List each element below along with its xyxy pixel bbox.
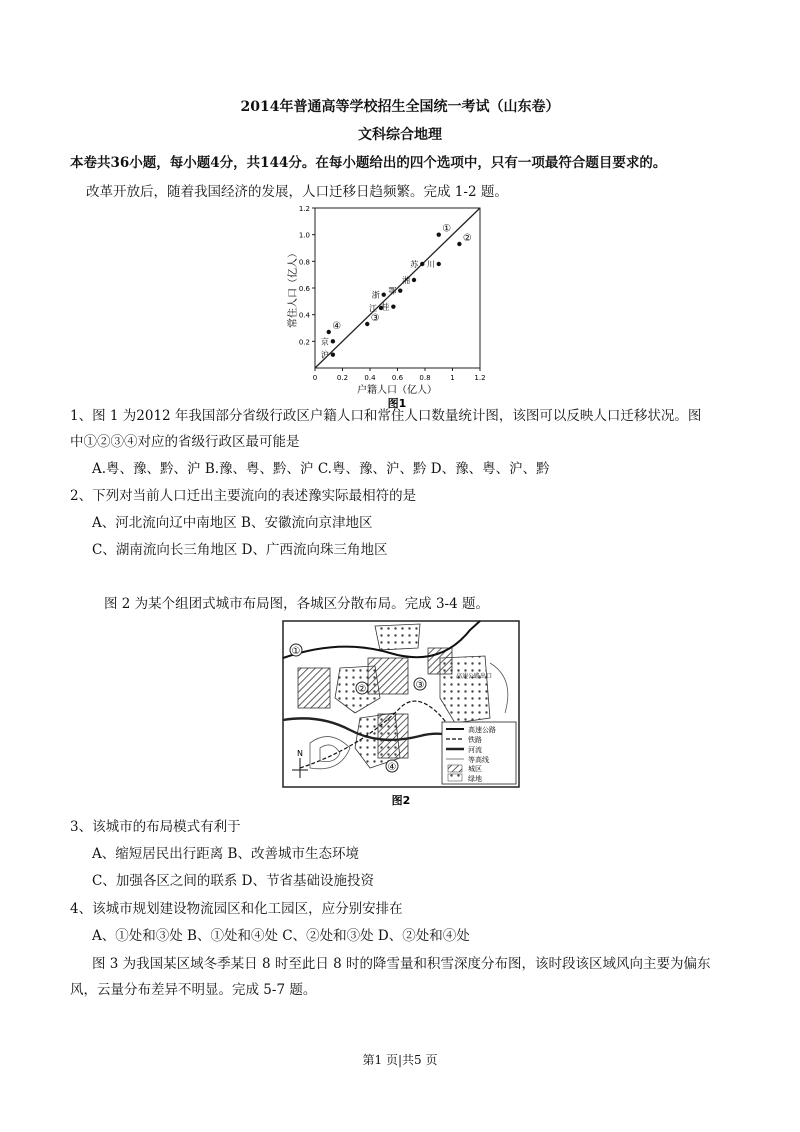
point-label: 苏	[410, 260, 419, 269]
point-label: 鄂	[388, 286, 397, 296]
question-2-options-cd: C、湖南流向长三角地区 D、广西流向珠三角地区	[92, 542, 388, 558]
urban-district	[378, 714, 408, 758]
instructions: 本卷共36小题，每小题4分，共144分。在每小题给出的四个选项中，只有一项最符合题目要求的。	[70, 155, 667, 171]
y-tick-label: 0.4	[298, 311, 310, 320]
data-point	[391, 304, 395, 308]
question-4-stem: 4、该城市规划建设物流园区和化工园区，应分别安排在	[70, 901, 403, 917]
reference-line-y-equals-x	[315, 208, 480, 368]
point-label: ①	[442, 223, 452, 235]
point-label: 浙	[371, 290, 380, 300]
legend-green-swatch	[448, 774, 462, 781]
intro-questions-5-7-line2: 风，云量分布差异不明显。完成 5-7 题。	[70, 982, 317, 998]
data-point	[420, 262, 424, 266]
data-point	[437, 262, 441, 266]
page-footer: 第1 页|共5 页	[362, 1053, 438, 1067]
urban-district	[298, 668, 330, 708]
legend-contour: 等高线	[468, 756, 489, 764]
intro-questions-1-2: 改革开放后，随着我国经济的发展，人口迁移日趋频繁。完成 1-2 题。	[86, 184, 508, 200]
legend-urban: 城区	[468, 765, 482, 773]
data-point	[365, 322, 369, 326]
x-tick-label: 0.2	[336, 374, 349, 382]
x-axis-label: 户籍人口（亿人）	[357, 385, 437, 396]
y-axis-label: 常住人口（亿人）	[288, 248, 299, 328]
question-3-stem: 3、该城市的布局模式有利于	[70, 819, 241, 835]
intro-questions-5-7-line1: 图 3 为我国某区域冬季某日 8 时至此日 8 时的降雪量和积雪深度分布图，该时段该区域风向主要为偏东	[92, 956, 711, 972]
data-point	[437, 232, 441, 236]
marker-4: ④	[387, 762, 397, 773]
x-tick-label: 0.4	[364, 374, 376, 382]
data-point	[398, 288, 402, 292]
y-tick-label: 1.2	[298, 205, 310, 213]
data-point	[382, 292, 386, 296]
legend-railway: 铁路	[468, 736, 482, 744]
figure1-caption: 图1	[387, 397, 407, 410]
x-tick-label: 1	[450, 374, 455, 382]
point-label: 川	[426, 260, 435, 269]
marker-1: ①	[291, 646, 301, 657]
marker-3: ③	[415, 680, 425, 691]
x-tick-label: 1.2	[474, 374, 486, 382]
question-4-options: A、①处和③处 B、①处和④处 C、②处和③处 D、②处和④处	[92, 928, 470, 944]
y-tick-label: 1.0	[298, 231, 310, 240]
question-3-options-ab: A、缩短居民出行距离 B、改善城市生态环境	[92, 846, 359, 862]
question-2-options-ab: A、河北流向辽中南地区 B、安徽流向京津地区	[92, 515, 373, 531]
page-title: 2014年普通高等学校招生全国统一考试（山东卷）	[240, 99, 560, 115]
y-tick-label: 0.2	[298, 338, 310, 347]
point-label: 桂	[381, 302, 390, 312]
legend-highway: 高速公路	[468, 726, 496, 734]
point-label: ④	[332, 321, 342, 332]
data-point	[331, 352, 335, 356]
green-area	[375, 624, 420, 650]
question-1-stem-line2: 中①②③④对应的省级行政区最可能是	[70, 434, 300, 450]
point-label: 沪	[320, 350, 329, 360]
question-1-options: A.粤、豫、黔、沪 B.豫、粤、黔、沪 C.粤、豫、沪、黔 D、豫、粤、沪、黔	[92, 461, 550, 477]
page-subtitle: 文科综合地理	[358, 127, 442, 143]
data-point	[412, 278, 416, 282]
y-tick-label: 0.6	[298, 285, 310, 293]
point-label: 京	[320, 337, 329, 347]
highway-exit-label: 高速公路出口	[456, 673, 493, 680]
marker-2: ②	[357, 684, 367, 695]
question-2-stem: 2、下列对当前人口迁出主要流向的表述豫实际最相符的是	[70, 488, 417, 504]
urban-district	[428, 648, 452, 674]
data-point	[331, 339, 335, 343]
figure2-city-layout-map	[280, 618, 522, 810]
legend-urban-swatch	[448, 765, 462, 772]
figure1-scatter-chart	[280, 200, 500, 410]
legend-green: 绿地	[468, 775, 482, 783]
point-label: ③	[370, 313, 380, 324]
point-label: 江	[369, 304, 377, 313]
x-tick-label: 0	[312, 374, 318, 382]
figure2-caption: 图2	[391, 794, 411, 807]
point-label: 湘	[402, 276, 410, 285]
urban-district	[368, 658, 408, 694]
legend-river: 河流	[468, 746, 482, 754]
data-point	[457, 242, 461, 246]
x-tick-label: 0.6	[391, 374, 404, 382]
intro-questions-3-4: 图 2 为某个组团式城市布局图，各城区分散布局。完成 3-4 题。	[104, 596, 489, 612]
point-label: ②	[462, 233, 472, 244]
compass-north-label: N	[297, 749, 303, 758]
x-tick-label: 0.8	[419, 374, 431, 382]
y-tick-label: 0.8	[298, 258, 310, 267]
question-1-stem-line1: 1、图 1 为2012 年我国部分省级行政区户籍人口和常住人口数量统计图，该图可以反映人口迁移状况。图	[70, 408, 702, 424]
question-3-options-cd: C、加强各区之间的联系 D、节省基础设施投资	[92, 873, 374, 889]
data-point	[327, 330, 331, 334]
